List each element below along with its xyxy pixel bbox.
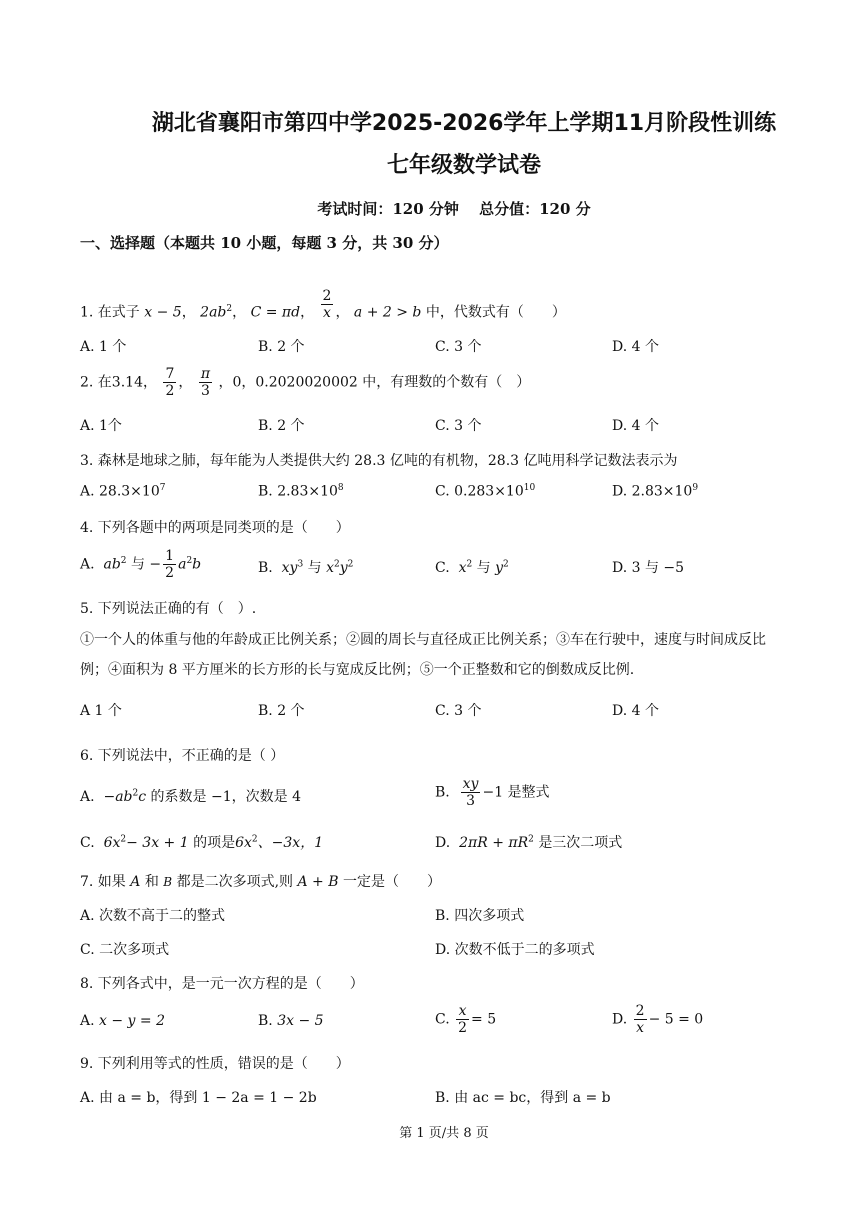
q4-option-a: A. $ab^2$ 与 − $\frac{1}{2}$ $a^2b$ [80, 548, 202, 581]
q5-option-b: B. 2 个 [258, 703, 305, 719]
question-4-stem: 4. 下列各题中的两项是同类项的是（ ） [80, 520, 350, 536]
section-heading: 一、选择题（本题共 10 小题，每题 3 分，共 30 分） [80, 234, 449, 252]
page-title: 湖北省襄阳市第四中学2025-2026学年上学期11月阶段性训练 [151, 111, 777, 136]
q1-expr2: 2ab [200, 304, 227, 321]
q4-option-c: C. $x^2$ 与 $y^2$ [435, 559, 509, 576]
q1-fraction: $\frac{2}{x}$ [322, 288, 332, 321]
q6-option-c: C. $6x^2- 3x + 1$ 的项是$6x^2$、−3x，1 [80, 834, 324, 851]
page-footer: 第 1 页/共 8 页 [399, 1126, 489, 1141]
q8-option-c: C. $\frac{x}{2}$ = 5 [435, 1003, 497, 1036]
q1-expr3: C = πd [250, 304, 301, 321]
q7-option-c: C. 二次多项式 [80, 942, 170, 958]
q1-option-a: A. 1 个 [80, 339, 127, 355]
question-3-stem: 3. 森林是地球之肺，每年能为人类提供大约 28.3 亿吨的有机物，28.3 亿吨用科学记数法表示为 [80, 453, 678, 469]
q2-option-b: B. 2 个 [258, 418, 305, 434]
q1-expr1: x − 5 [144, 304, 182, 321]
q3-option-a: A. $28.3\times 10^7$ [80, 483, 166, 500]
q3-option-b: B. $2.83\times 10^8$ [258, 483, 344, 500]
q8-option-d: D. $\frac{2}{x}$ − 5 = 0 [612, 1003, 704, 1036]
q1-prefix: 1. 在式子 [80, 304, 140, 321]
q6-option-a: A. $-ab^2c$ 的系数是 −1，次数是 4 [80, 788, 301, 805]
q2-option-c: C. 3 个 [435, 418, 482, 434]
q2-fraction-2: $\frac{\pi}{3}$ [200, 366, 211, 399]
q8-option-b: B. 3x − 5 [258, 1013, 324, 1029]
q4-option-b: B. $xy^3$ 与 $x^2y^2$ [258, 559, 354, 576]
q5-option-a: A 1 个 [80, 703, 122, 719]
q2-prefix: 2. 在3.14， [80, 374, 157, 391]
q2-fraction-1: $\frac{7}{2}$ [165, 366, 175, 399]
question-5-stem: 5. 下列说法正确的有（ ）. [80, 601, 257, 617]
q7-option-d: D. 次数不低于二的多项式 [435, 942, 595, 958]
q2-option-a: A. 1个 [80, 418, 122, 434]
question-8-stem: 8. 下列各式中，是一元一次方程的是（ ） [80, 976, 364, 992]
question-2-stem: 2. 在3.14， $\frac{7}{2}$ ， $\frac{\pi}{3}$ ，0，0.2020020002 中，有理数的个数有（ ） [80, 366, 531, 399]
q1-option-b: B. 2 个 [258, 339, 305, 355]
q3-option-d: D. $2.83\times 10^9$ [612, 483, 699, 500]
q5-option-c: C. 3 个 [435, 703, 482, 719]
q9-option-a: A. 由 a = b，得到 1 − 2a = 1 − 2b [80, 1090, 317, 1106]
q2-suffix: ，0，0.2020020002 中，有理数的个数有（ ） [218, 374, 531, 391]
q6-option-b: B. $\frac{xy}{3}$ −1 是整式 [435, 776, 550, 809]
q1-option-c: C. 3 个 [435, 339, 482, 355]
q5-option-d: D. 4 个 [612, 703, 659, 719]
page-subtitle: 七年级数学试卷 [386, 153, 541, 178]
q1-option-d: D. 4 个 [612, 339, 659, 355]
question-9-stem: 9. 下列利用等式的性质，错误的是（ ） [80, 1056, 350, 1072]
q1-expr2-sup: 2 [226, 303, 233, 314]
question-1-stem: 1. 在式子 x − 5， $2ab^2$， C = πd， $\frac{2}{x}$ ， a + 2 > b 中，代数式有（ ） [80, 288, 566, 321]
q6-option-d: D. $2\pi R + \pi R^2$ 是三次二项式 [435, 834, 623, 851]
question-5-statements: ①一个人的体重与他的年龄成正比例关系；②圆的周长与直径成正比例关系；③车在行驶中，速度与时间成反比例；④面积为 8 平方厘米的长方形的长与宽成反比例；⑤一个正整数和它的倒数成反比例. [80, 632, 766, 678]
q7-option-b: B. 四次多项式 [435, 908, 525, 924]
q3-option-c: C. $0.283\times 10^{10}$ [435, 483, 536, 500]
q8-option-a: A. x − y = 2 [80, 1013, 165, 1029]
q1-expr5: a + 2 > b [353, 304, 422, 321]
exam-info: 考试时间：120 分钟 总分值：120 分 [317, 200, 591, 218]
q2-option-d: D. 4 个 [612, 418, 659, 434]
q1-suffix: 中，代数式有（ ） [425, 304, 566, 321]
q9-option-b: B. 由 ac = bc，得到 a = b [435, 1090, 611, 1106]
question-7-stem: 7. 如果 A 和 B 都是二次多项式,则 A + B 一定是（ ） [80, 874, 441, 890]
q7-option-a: A. 次数不高于二的整式 [80, 908, 226, 924]
question-6-stem: 6. 下列说法中，不正确的是（ ） [80, 748, 285, 764]
q4-option-d: D. 3 与 −5 [612, 560, 685, 576]
